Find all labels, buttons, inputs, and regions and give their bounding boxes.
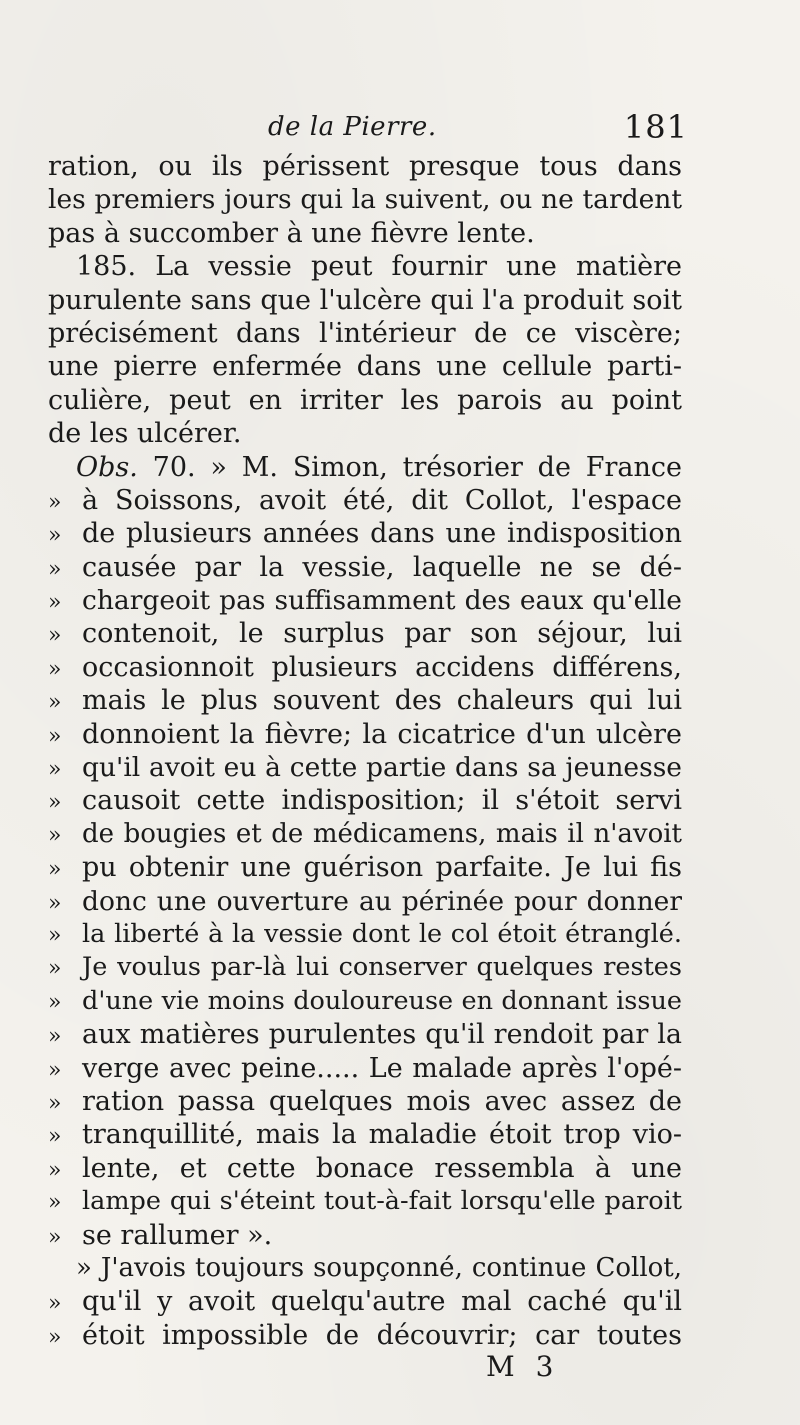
quote-mark: » — [48, 1291, 62, 1317]
quote-mark: » — [48, 1190, 62, 1216]
text-line: » se rallumer ». — [48, 1219, 682, 1252]
text-line: » donc une ouverture au périnée pour donner — [48, 885, 682, 918]
text-line: » qu'il avoit eu à cette partie dans sa jeunesse — [48, 751, 682, 784]
text-line: culière, peut en irriter les parois au point — [48, 384, 682, 416]
text-line: » lente, et cette bonace ressembla à une — [48, 1152, 682, 1185]
quote-mark: » — [48, 989, 62, 1015]
quote-mark: » — [48, 1057, 62, 1083]
text-line: » qu'il y avoit quelqu'autre mal caché qu'il — [48, 1285, 682, 1318]
text-line: » verge avec peine..... Le malade après l'opé- — [48, 1052, 682, 1085]
text-line: » tranquillité, mais la maladie étoit trop vio- — [48, 1118, 682, 1151]
quote-mark: » — [48, 1324, 62, 1350]
text-line: » ration passa quelques mois avec assez de — [48, 1085, 682, 1118]
quote-mark: » — [48, 556, 62, 582]
text-line: » la liberté à la vessie dont le col étoit étranglé. — [48, 918, 682, 951]
page-number: 181 — [623, 108, 688, 146]
signature-mark: M 3 — [486, 1350, 560, 1383]
quote-mark: » — [48, 1157, 62, 1183]
quote-mark: » — [48, 790, 62, 816]
text-line: » d'une vie moins douloureuse en donnant issue — [48, 985, 682, 1018]
running-head-title: de la Pierre. — [268, 112, 437, 142]
text-line: » causée par la vessie, laquelle ne se dé- — [48, 551, 682, 584]
text-line: » J'avois toujours soupçonné, continue Collot, — [76, 1252, 682, 1283]
text-line: » pu obtenir une guérison parfaite. Je lui fis — [48, 851, 682, 884]
quote-mark: » — [48, 757, 62, 783]
text-line: » Je voulus par-là lui conserver quelques restes — [48, 951, 682, 984]
text-line: » contenoit, le surplus par son séjour, lui — [48, 617, 682, 650]
quote-mark: » — [48, 822, 62, 848]
quote-mark: » — [48, 1124, 62, 1150]
quote-mark: » — [48, 1224, 62, 1250]
text-line: pas à succomber à une fièvre lente. — [48, 217, 535, 249]
text-line: purulente sans que l'ulcère qui l'a produit soit — [48, 284, 682, 316]
quote-mark: » — [48, 489, 62, 515]
quote-mark: » — [48, 656, 62, 682]
quote-mark: » — [48, 623, 62, 649]
quote-mark: » — [48, 690, 62, 716]
text-line: » de plusieurs années dans une indisposition — [48, 517, 682, 550]
text-line: » occasionnoit plusieurs accidens différens, — [48, 651, 682, 684]
quote-mark: » — [48, 590, 62, 616]
text-line: les premiers jours qui la suivent, ou ne tardent — [48, 184, 682, 216]
text-line: 185. La vessie peut fournir une matière — [76, 251, 682, 283]
quote-mark: » — [48, 922, 62, 948]
quote-mark: » — [48, 1090, 62, 1116]
text-line: » chargeoit pas suffisamment des eaux qu'elle — [48, 584, 682, 617]
text-line: » donnoient la fièvre; la cicatrice d'un ulcère — [48, 718, 682, 751]
body-text — [48, 150, 682, 1352]
text-line: ration, ou ils périssent presque tous dans — [48, 151, 682, 182]
quote-mark: » — [48, 723, 62, 749]
text-line: une pierre enfermée dans une cellule parti- — [48, 351, 682, 383]
text-line: de les ulcérer. — [48, 418, 242, 450]
text-line: » aux matières purulentes qu'il rendoit par la — [48, 1018, 682, 1051]
text-line: » lampe qui s'éteint tout-à-fait lorsqu'elle paroit — [48, 1185, 682, 1218]
text-line: » à Soissons, avoit été, dit Collot, l'espace — [48, 484, 682, 517]
quote-mark: » — [48, 857, 62, 883]
text-line: » causoit cette indisposition; il s'étoit servi — [48, 784, 682, 817]
text-line: Obs. 70. » M. Simon, trésorier de France — [76, 451, 682, 483]
text-line: » mais le plus souvent des chaleurs qui lui — [48, 684, 682, 717]
quote-mark: » — [48, 1024, 62, 1050]
text-line: » étoit impossible de découvrir; car toutes — [48, 1319, 682, 1352]
quote-mark: » — [48, 890, 62, 916]
quote-mark: » — [48, 523, 62, 549]
quote-mark: » — [48, 956, 62, 982]
text-line: » de bougies et de médicamens, mais il n'avoit — [48, 818, 682, 851]
text-line: précisément dans l'intérieur de ce viscère; — [48, 317, 682, 349]
running-head — [268, 104, 688, 154]
